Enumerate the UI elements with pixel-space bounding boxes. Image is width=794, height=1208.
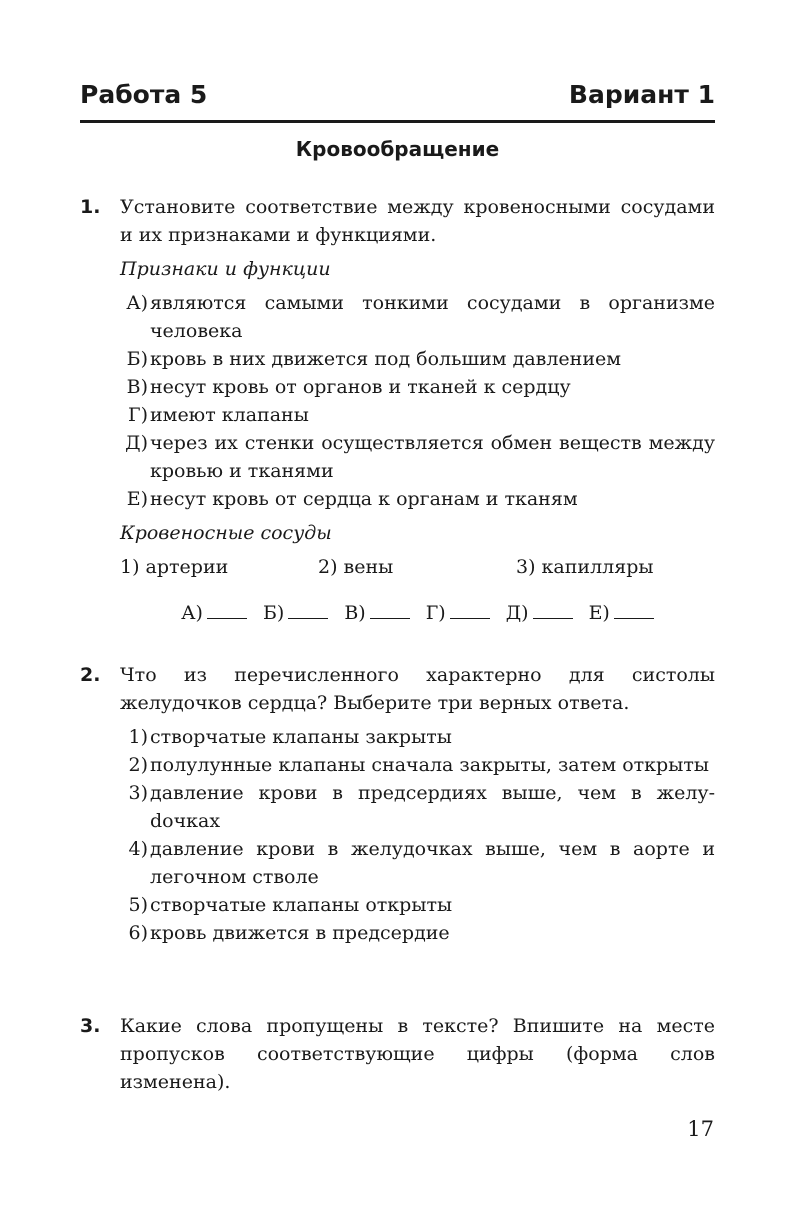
item-label: Е) xyxy=(126,488,148,510)
answer-option xyxy=(80,723,715,751)
item-label: 4) xyxy=(128,838,148,860)
feature-item xyxy=(80,373,715,401)
item-label: А) xyxy=(126,292,148,314)
answer-label: Б) xyxy=(262,602,285,624)
question-number: 2. xyxy=(80,664,101,686)
answer-option xyxy=(80,779,715,835)
answer-blank[interactable] xyxy=(370,600,410,619)
item-text: давление крови в желудочках выше, чем в аорте и легочном стволе xyxy=(150,838,715,888)
variant-number: Вариант 1 xyxy=(568,80,715,109)
question-text: Установите соответствие между кровеносными сосудами и их признаками и функциями. xyxy=(120,196,715,246)
item-label: 2) xyxy=(128,754,148,776)
question-1 xyxy=(80,193,715,627)
header-rule xyxy=(80,120,715,123)
item-text: являются самыми тонкими сосудами в организме человека xyxy=(150,292,715,342)
answer-slot xyxy=(589,599,654,627)
answer-option xyxy=(80,751,715,779)
question-text: Какие слова пропущены в тексте? Впишите на месте пропусков соответствующие цифры (форма слов изменена). xyxy=(120,1015,715,1093)
item-text: створчатые клапаны открыты xyxy=(150,894,453,916)
options-list xyxy=(80,723,715,947)
answer-slot xyxy=(181,599,247,627)
answer-label: Д) xyxy=(505,602,529,624)
feature-item xyxy=(80,345,715,373)
vessel-option: 1) артерии xyxy=(120,556,229,578)
item-text: створчатые клапаны закрыты xyxy=(150,726,452,748)
item-label: 6) xyxy=(128,922,148,944)
feature-item xyxy=(80,485,715,513)
page-number: 17 xyxy=(687,1117,714,1141)
vessels-list xyxy=(120,553,715,581)
answer-option xyxy=(80,919,715,947)
item-text: кровь в них движется под большим давлением xyxy=(150,348,622,370)
item-label: Б) xyxy=(126,348,148,370)
answer-option xyxy=(80,891,715,919)
answer-slot xyxy=(426,599,490,627)
features-heading: Признаки и функции xyxy=(120,258,331,280)
item-text: несут кровь от органов и тканей к сердцу xyxy=(150,376,571,398)
question-text: Что из перечисленного характерно для систолы желудочков сердца? Выберите три верных ответа. xyxy=(120,664,715,714)
item-text: имеют клапаны xyxy=(150,404,309,426)
answer-blanks xyxy=(120,599,715,627)
item-text: полулунные клапаны сначала закрыты, затем открыты xyxy=(150,754,709,776)
features-list xyxy=(80,289,715,513)
vessels-heading: Кровеносные сосуды xyxy=(120,522,332,544)
answer-blank[interactable] xyxy=(614,600,654,619)
answer-label: А) xyxy=(181,602,203,624)
question-number: 1. xyxy=(80,196,101,218)
feature-item xyxy=(80,289,715,345)
answer-blank[interactable] xyxy=(288,600,328,619)
answer-slot xyxy=(506,599,573,627)
feature-item xyxy=(80,401,715,429)
answer-option xyxy=(80,835,715,891)
page-header xyxy=(80,80,715,109)
item-label: 5) xyxy=(128,894,148,916)
item-label: Г) xyxy=(128,404,148,426)
answer-blank[interactable] xyxy=(450,600,490,619)
item-label: В) xyxy=(126,376,148,398)
answer-label: Г) xyxy=(425,602,446,624)
question-number: 3. xyxy=(80,1015,101,1037)
item-label: Д) xyxy=(125,432,148,454)
answer-label: В) xyxy=(344,602,366,624)
feature-item xyxy=(80,429,715,485)
page-title: Кровообращение xyxy=(295,137,500,161)
answer-blank[interactable] xyxy=(533,600,573,619)
answer-slot xyxy=(344,599,409,627)
item-label: 1) xyxy=(128,726,148,748)
question-2 xyxy=(80,661,715,947)
vessel-option: 2) вены xyxy=(318,556,394,578)
question-3 xyxy=(80,1012,715,1096)
item-label: 3) xyxy=(128,782,148,804)
answer-slot xyxy=(263,599,328,627)
item-text: давление крови в предсердиях выше, чем в желуdочках xyxy=(150,782,715,832)
vessel-option: 3) капилляры xyxy=(516,556,654,578)
item-text: несут кровь от сердца к органам и тканям xyxy=(150,488,578,510)
item-text: кровь движется в предсердие xyxy=(150,922,450,944)
work-number: Работа 5 xyxy=(80,80,208,109)
answer-blank[interactable] xyxy=(207,600,247,619)
item-text: через их стенки осуществляется обмен веществ между кровью и тканями xyxy=(150,432,715,482)
answer-label: Е) xyxy=(588,602,610,624)
